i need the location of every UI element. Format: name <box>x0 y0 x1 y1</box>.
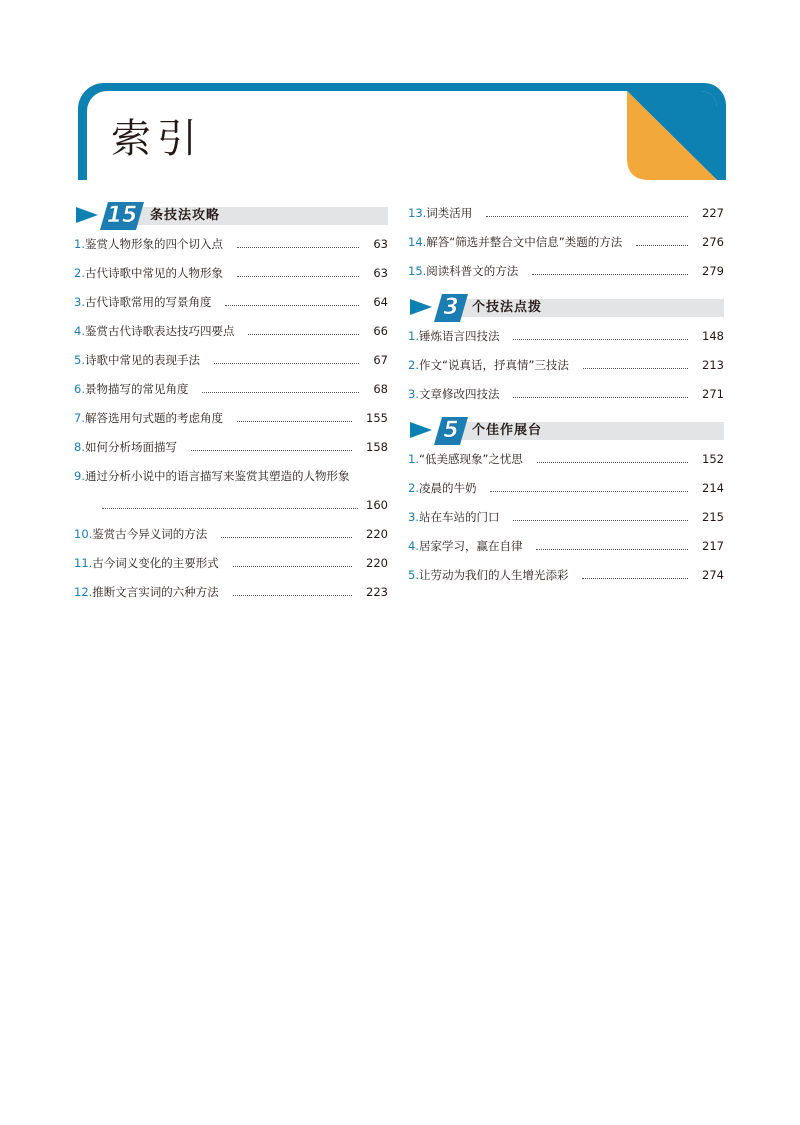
entry-number: 3. <box>408 387 419 401</box>
dot-leader <box>486 187 688 217</box>
entry-text: 作文“说真话，抒真情”三技法 <box>418 358 569 372</box>
entry-text: “低美感现象”之忧思 <box>418 452 523 466</box>
entry-number: 8. <box>74 440 85 454</box>
entry-text: 词类活用 <box>426 206 473 220</box>
entry-title <box>408 206 478 220</box>
dot-leader <box>582 549 688 579</box>
entry-number: 1. <box>74 237 85 251</box>
dot-leader <box>214 334 359 364</box>
entry-page-number: 214 <box>696 474 724 503</box>
triangle-arrow-icon <box>410 299 432 315</box>
entry-number: 5. <box>74 353 85 367</box>
banner-inner <box>87 91 717 180</box>
entry-title <box>74 324 240 338</box>
right-entry-list-showcase <box>408 445 724 590</box>
index-entry[interactable] <box>408 257 724 286</box>
entry-text: 站在车站的门口 <box>418 510 500 524</box>
entry-text: 诗歌中常见的表现手法 <box>84 353 200 367</box>
dot-leader <box>221 508 352 538</box>
entry-title <box>74 353 206 367</box>
entry-number: 12. <box>74 585 93 599</box>
entry-text: 如何分析场面描写 <box>84 440 177 454</box>
entry-title <box>408 358 575 372</box>
dot-leader <box>532 245 688 275</box>
entry-number: 1. <box>408 329 419 343</box>
section-number-badge <box>100 201 144 231</box>
entry-page-number: 274 <box>696 561 724 590</box>
entry-number: 2. <box>74 266 85 280</box>
entry-page-number: 217 <box>696 532 724 561</box>
triangle-arrow-icon <box>410 422 432 438</box>
entry-title <box>408 329 505 343</box>
entry-page-number: 276 <box>696 228 724 257</box>
entry-title <box>74 527 213 541</box>
section-number: 15 <box>106 203 138 228</box>
dot-leader <box>583 339 688 369</box>
entry-number: 2. <box>408 481 419 495</box>
entry-number: 5. <box>408 568 419 582</box>
entry-number: 7. <box>74 411 85 425</box>
section-title: 个技法点拨 <box>472 300 543 315</box>
index-entry[interactable] <box>408 380 724 409</box>
entry-page-number: 64 <box>367 288 388 317</box>
entry-text: 居家学习，赢在自律 <box>418 539 523 553</box>
entry-page-number: 152 <box>696 445 724 474</box>
entry-number: 6. <box>74 382 85 396</box>
left-column <box>74 200 388 607</box>
entry-text: 解答“筛选并整合文中信息”类题的方法 <box>426 235 623 249</box>
page-title: 索引 <box>111 116 203 162</box>
entry-page-number: 68 <box>367 375 388 404</box>
entry-title <box>408 235 628 249</box>
entry-text: 凌晨的牛奶 <box>418 481 477 495</box>
right-entry-list-tips <box>408 322 724 409</box>
entry-text: 景物描写的常见角度 <box>84 382 189 396</box>
index-entry[interactable] <box>74 433 388 462</box>
entry-title <box>74 382 194 396</box>
entry-page-number: 155 <box>360 404 388 433</box>
entry-text: 让劳动为我们的人生增光添彩 <box>418 568 569 582</box>
entry-page-number: 220 <box>360 520 388 549</box>
left-entry-list <box>74 230 388 607</box>
dot-leader <box>233 537 352 567</box>
entry-text: 古今词义变化的主要形式 <box>92 556 219 570</box>
entry-number: 3. <box>408 510 419 524</box>
index-entry[interactable] <box>74 578 388 607</box>
entry-title <box>74 469 355 483</box>
entry-page-number: 223 <box>360 578 388 607</box>
entry-number: 15. <box>408 264 427 278</box>
dot-leader <box>636 216 688 246</box>
entry-page-number: 67 <box>367 346 388 375</box>
entry-number: 2. <box>408 358 419 372</box>
entry-text: 锤炼语言四技法 <box>418 329 500 343</box>
entry-page-number: 227 <box>696 199 724 228</box>
dot-leader <box>513 491 688 521</box>
dot-leader <box>536 520 688 550</box>
right-column <box>408 199 724 590</box>
entry-title <box>74 237 229 251</box>
dot-leader <box>225 276 359 306</box>
dot-leader <box>513 310 688 340</box>
index-entry[interactable] <box>408 561 724 590</box>
dot-leader <box>233 566 352 596</box>
section-number: 3 <box>443 295 459 320</box>
entry-text: 古代诗歌中常见的人物形象 <box>84 266 223 280</box>
dot-leader <box>537 433 688 463</box>
entry-text: 通过分析小说中的语言描写来鉴赏其塑造的人物形象 <box>84 469 350 483</box>
index-header-banner <box>78 83 726 180</box>
entry-number: 9. <box>74 469 85 483</box>
entry-title <box>408 264 524 278</box>
entry-title <box>74 440 183 454</box>
dot-leader <box>248 305 359 335</box>
entry-title <box>74 295 217 309</box>
entry-page-number: 158 <box>360 433 388 462</box>
entry-page-number: 160 <box>360 491 388 520</box>
entry-title <box>74 585 225 599</box>
entry-page-number: 213 <box>696 351 724 380</box>
entry-number: 10. <box>74 527 93 541</box>
section-number: 5 <box>443 418 459 443</box>
entry-number: 11. <box>74 556 93 570</box>
section-number-badge <box>434 416 468 446</box>
dot-leader <box>490 462 688 492</box>
entry-text: 阅读科普文的方法 <box>426 264 519 278</box>
entry-number: 1. <box>408 452 419 466</box>
entry-page-number: 271 <box>696 380 724 409</box>
entry-page-number: 63 <box>367 259 388 288</box>
entry-title <box>408 510 505 524</box>
entry-text: 解答选用句式题的考虑角度 <box>84 411 223 425</box>
entry-page-number: 148 <box>696 322 724 351</box>
section-title: 条技法攻略 <box>150 208 221 223</box>
entry-title <box>408 539 528 553</box>
entry-title <box>408 452 529 466</box>
entry-number: 14. <box>408 235 427 249</box>
entry-text: 推断文言实词的六种方法 <box>92 585 219 599</box>
section-number-badge <box>434 293 468 323</box>
entry-title <box>74 411 229 425</box>
entry-page-number: 279 <box>696 257 724 286</box>
entry-title <box>408 387 505 401</box>
entry-number: 4. <box>74 324 85 338</box>
entry-title <box>408 481 482 495</box>
section-title: 个佳作展台 <box>472 423 543 438</box>
entry-text: 鉴赏古代诗歌表达技巧四要点 <box>84 324 235 338</box>
entry-page-number: 220 <box>360 549 388 578</box>
dot-leader <box>513 368 688 398</box>
entry-number: 13. <box>408 206 427 220</box>
entry-number: 4. <box>408 539 419 553</box>
entry-title <box>408 568 574 582</box>
entry-text: 鉴赏人物形象的四个切入点 <box>84 237 223 251</box>
entry-text: 文章修改四技法 <box>418 387 500 401</box>
entry-page-number: 66 <box>367 317 388 346</box>
entry-title <box>74 266 229 280</box>
entry-text: 鉴赏古今异义词的方法 <box>92 527 208 541</box>
entry-page-number: 215 <box>696 503 724 532</box>
dot-leader <box>237 218 359 248</box>
dot-leader <box>237 392 352 422</box>
dot-leader <box>237 247 359 277</box>
triangle-arrow-icon <box>76 207 98 223</box>
dot-leader <box>191 421 352 451</box>
dot-leader <box>202 363 359 393</box>
entry-title <box>74 556 225 570</box>
entry-page-number: 63 <box>367 230 388 259</box>
right-entry-list-continued <box>408 199 724 286</box>
entry-text: 古代诗歌常用的写景角度 <box>84 295 212 309</box>
entry-number: 3. <box>74 295 85 309</box>
corner-decoration <box>627 91 717 180</box>
